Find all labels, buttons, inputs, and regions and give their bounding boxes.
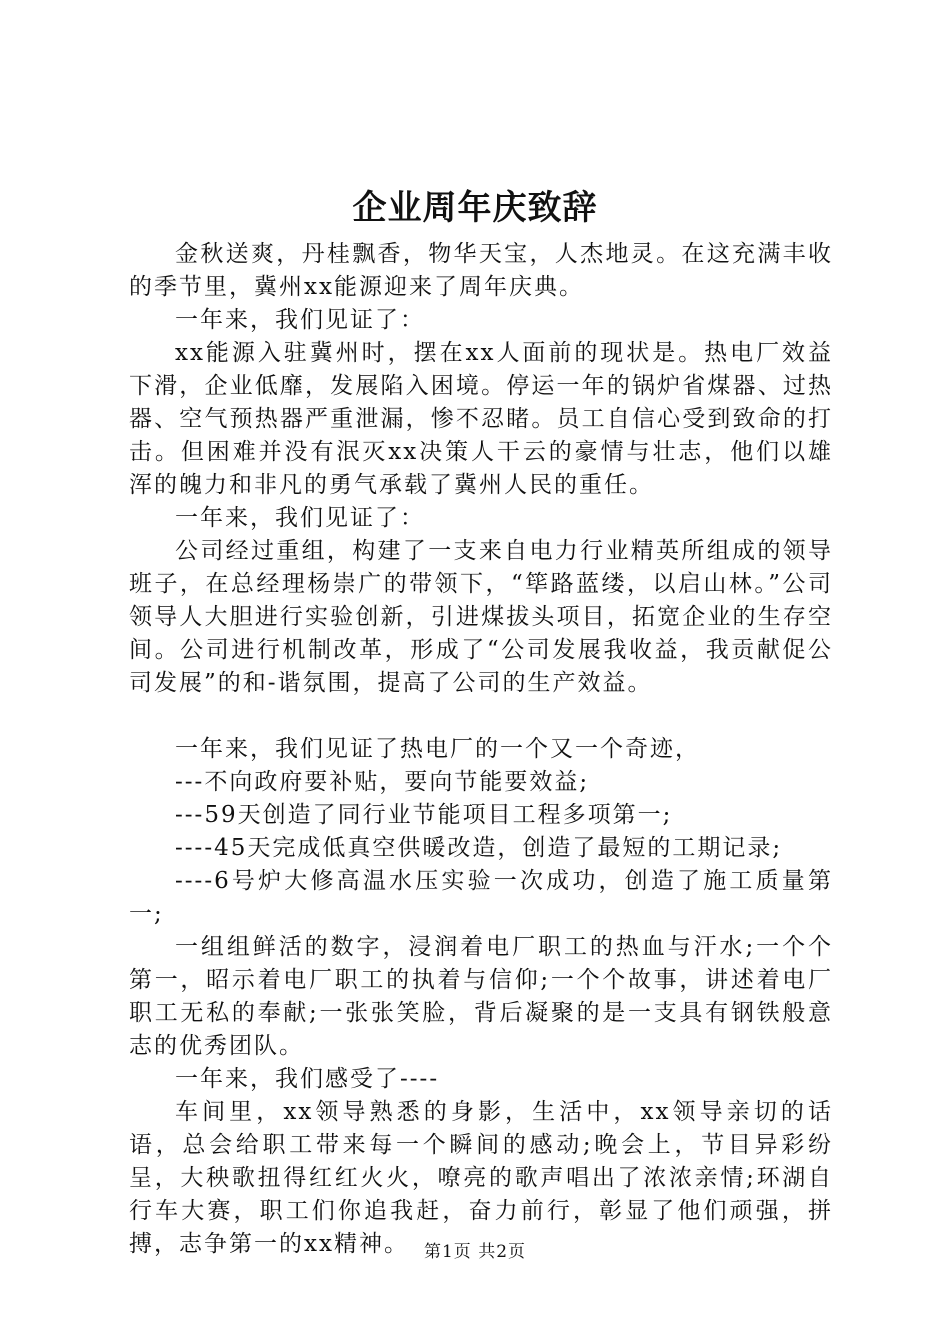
paragraph-workshop: 车间里，xx领导熟悉的身影，生活中，xx领导亲切的话语，总会给职工带来每一个瞬间的感动;晚会上，节目异彩纷呈，大秧歌扭得红红火火，嘹亮的歌声唱出了浓浓亲情;环湖自行车大赛，职工们你追我赶，奋力前行，彰显了他们顽强，拼搏，志争第一的xx精神。	[129, 1099, 833, 1257]
paragraph-background: xx能源入驻冀州时，摆在xx人面前的现状是。热电厂效益下滑，企业低靡，发展陷入困境。停运一年的锅炉省煤器、过热器、空气预热器严重泄漏，惨不忍睹。员工自信心受到致命的打击。但困难并没有泯灭xx决策人干云的豪情与壮志，他们以雄浑的魄力和非凡的勇气承载了冀州人民的重任。	[129, 340, 833, 498]
paragraph-opening: 金秋送爽，丹桂飘香，物华天宝，人杰地灵。在这充满丰收的季节里，冀州xx能源迎来了周年庆典。	[129, 241, 833, 300]
paragraph-numbers: 一组组鲜活的数字，浸润着电厂职工的热血与汗水;一个个第一，昭示着电厂职工的执着与信仰;一个个故事，讲述着电厂职工无私的奉献;一张张笑脸，背后凝聚的是一支具有钢铁般意志的优秀团队。	[129, 934, 833, 1059]
paragraph-witness-heading-1: 一年来，我们见证了：	[175, 307, 425, 333]
paragraph-miracles-heading: 一年来，我们见证了热电厂的一个又一个奇迹，	[175, 736, 700, 762]
paragraph-miracle-4: ----6号炉大修高温水压实验一次成功，创造了施工质量第一;	[129, 868, 833, 927]
paragraph-miracle-1: ---不向政府要补贴，要向节能要效益;	[175, 769, 590, 795]
paragraph-miracle-3: ----45天完成低真空供暖改造，创造了最短的工期记录;	[175, 835, 783, 861]
page-number-footer: 第1页 共2页	[423, 1242, 527, 1262]
paragraph-feel-heading: 一年来，我们感受了----	[175, 1066, 440, 1092]
paragraph-witness-heading-2: 一年来，我们见证了：	[175, 505, 425, 531]
document-body	[129, 238, 833, 1261]
paragraph-reorganization: 公司经过重组，构建了一支来自电力行业精英所组成的领导班子，在总经理杨崇广的带领下，“筚路蓝缕，以启山林。”公司领导人大胆进行实验创新，引进煤拔头项目，拓宽企业的生存空间。公司进行机制改革，形成了“公司发展我收益，我贡献促公司发展”的和-谐氛围，提高了公司的生产效益。	[129, 538, 833, 696]
paragraph-spacer	[129, 700, 833, 733]
document-title: 企业周年庆致辞	[352, 188, 598, 228]
paragraph-miracle-2: ---59天创造了同行业节能项目工程多项第一;	[175, 802, 673, 828]
